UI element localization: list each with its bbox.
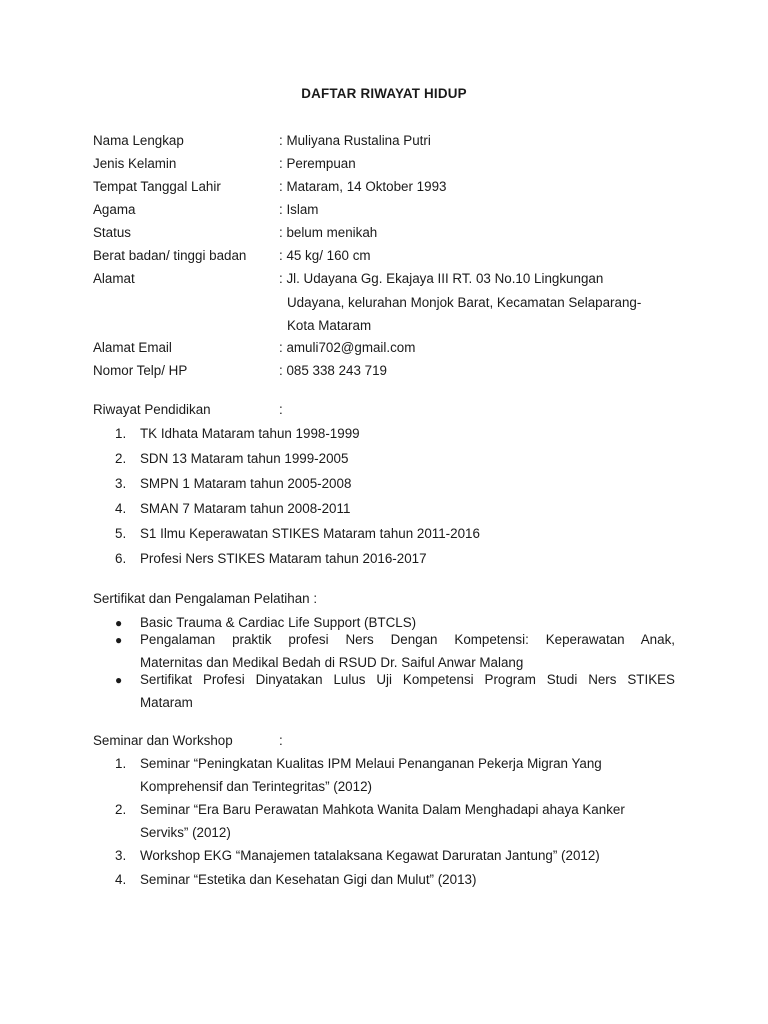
field-value: : amuli702@gmail.com <box>279 340 416 355</box>
field-label: Jenis Kelamin <box>93 156 177 171</box>
list-number: 1. <box>115 426 127 441</box>
field-label: Alamat <box>93 271 135 286</box>
list-item: SMPN 1 Mataram tahun 2005-2008 <box>140 476 352 491</box>
list-item: TK Idhata Mataram tahun 1998-1999 <box>140 426 360 441</box>
field-label: Tempat Tanggal Lahir <box>93 179 221 194</box>
list-item-line: Workshop EKG “Manajemen tatalaksana Kegawat Daruratan Jantung” (2012) <box>140 848 600 863</box>
seminar-heading <box>93 731 283 751</box>
list-item: SDN 13 Mataram tahun 1999-2005 <box>140 451 349 466</box>
field-value: : 45 kg/ 160 cm <box>279 248 371 263</box>
list-number: 1. <box>115 756 127 771</box>
list-number: 2. <box>115 451 127 466</box>
list-number: 3. <box>115 476 127 491</box>
list-item-line: Seminar “Estetika dan Kesehatan Gigi dan Mulut” (2013) <box>140 872 477 887</box>
field-label: Nomor Telp/ HP <box>93 363 188 378</box>
field-value: : Perempuan <box>279 156 356 171</box>
document-title: DAFTAR RIWAYAT HIDUP <box>301 86 467 101</box>
list-item-line: Sertifikat Profesi Dinyatakan Lulus Uji Kompetensi Program Studi Ners STIKES <box>140 672 675 687</box>
list-number: 5. <box>115 526 127 541</box>
section-label: Riwayat Pendidikan <box>93 402 211 417</box>
list-number: 2. <box>115 802 127 817</box>
list-item-line: Pengalaman praktik profesi Ners Dengan Kompetensi: Keperawatan Anak, <box>140 632 675 647</box>
list-number: 4. <box>115 501 127 516</box>
field-value: : Muliyana Rustalina Putri <box>279 133 431 148</box>
field-value: : 085 338 243 719 <box>279 363 387 378</box>
field-value: : Mataram, 14 Oktober 1993 <box>279 179 447 194</box>
list-item-line: Seminar “Era Baru Perawatan Mahkota Wanita Dalam Menghadapi ahaya Kanker <box>140 802 625 817</box>
address-line-3: Kota Mataram <box>287 318 372 333</box>
field-label: Alamat Email <box>93 340 172 355</box>
list-item: Profesi Ners STIKES Mataram tahun 2016-2017 <box>140 551 427 566</box>
list-item-line: Maternitas dan Medikal Bedah di RSUD Dr. Saiful Anwar Malang <box>140 655 524 670</box>
list-item: SMAN 7 Mataram tahun 2008-2011 <box>140 501 351 516</box>
bullet-icon: ● <box>115 673 123 687</box>
field-value: : belum menikah <box>279 225 378 240</box>
list-item-line: Mataram <box>140 695 193 710</box>
field-label: Agama <box>93 202 136 217</box>
field-label: Berat badan/ tinggi badan <box>93 248 247 263</box>
list-number: 6. <box>115 551 127 566</box>
field-value: : Islam <box>279 202 319 217</box>
list-item: Basic Trauma & Cardiac Life Support (BTCLS) <box>140 615 417 630</box>
list-number: 4. <box>115 872 127 887</box>
list-item-line: Seminar “Peningkatan Kualitas IPM Melaui Penanganan Pekerja Migran Yang <box>140 756 602 771</box>
section-colon: : <box>279 402 283 417</box>
training-heading: Sertifikat dan Pengalaman Pelatihan : <box>93 591 318 606</box>
bullet-icon: ● <box>115 633 123 647</box>
bullet-icon: ● <box>115 616 123 630</box>
section-label: Seminar dan Workshop <box>93 733 233 748</box>
list-item: S1 Ilmu Keperawatan STIKES Mataram tahun 2011-2016 <box>140 526 480 541</box>
field-label: Nama Lengkap <box>93 133 184 148</box>
section-colon: : <box>279 733 283 748</box>
list-number: 3. <box>115 848 127 863</box>
list-item-line: Komprehensif dan Terintegritas” (2012) <box>140 779 372 794</box>
field-label: Status <box>93 225 131 240</box>
address-line-2: Udayana, kelurahan Monjok Barat, Kecamatan Selaparang- <box>287 295 642 310</box>
education-heading <box>93 400 283 420</box>
list-item-line: Serviks” (2012) <box>140 825 231 840</box>
field-value: : Jl. Udayana Gg. Ekajaya III RT. 03 No.10 Lingkungan <box>279 271 604 286</box>
